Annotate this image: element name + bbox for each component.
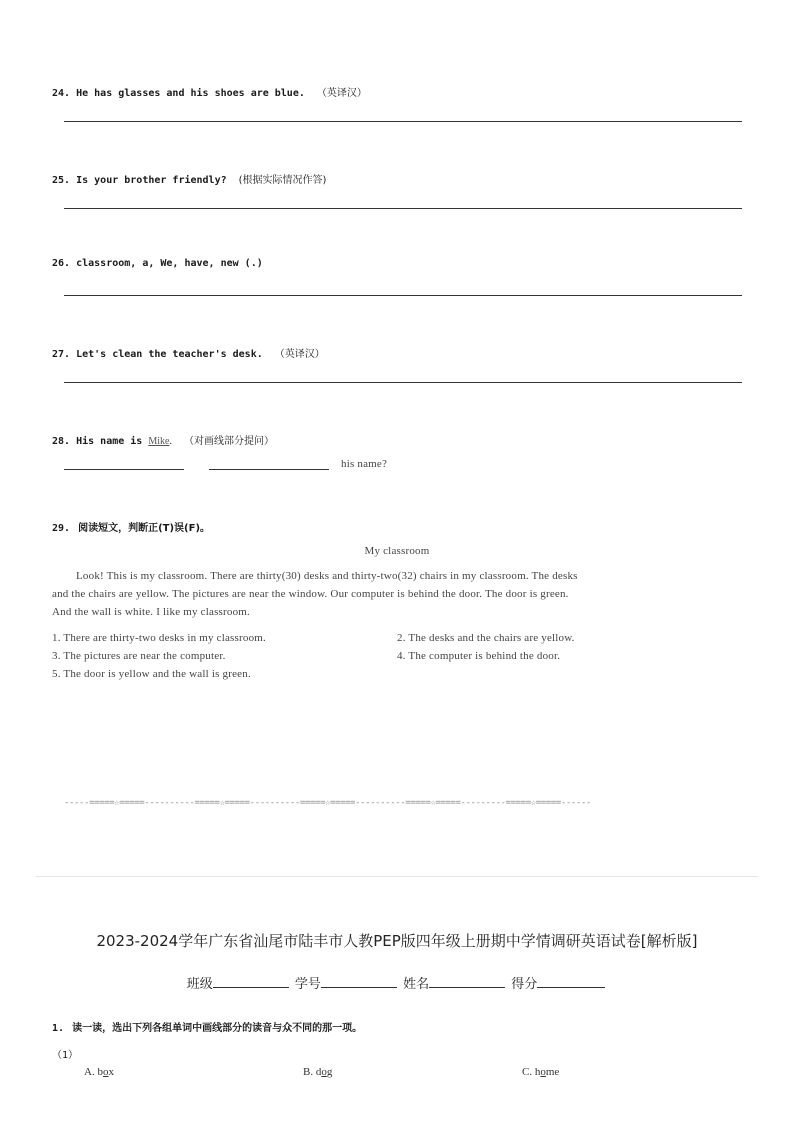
question-text-suffix: . [169, 436, 172, 447]
question-hint: (根据实际情况作答) [238, 175, 327, 186]
question-number: 29. [52, 523, 71, 534]
underlined-letter: o [540, 1066, 546, 1078]
name-field[interactable] [429, 975, 505, 988]
question-instruction: 阅读短文，判断正(T)误(F)。 [78, 523, 211, 534]
student-id-field[interactable] [321, 975, 397, 988]
question-number: 25. [52, 175, 71, 186]
statement: 5. The door is yellow and the wall is green. [52, 668, 251, 680]
passage-title: My classroom [364, 545, 430, 557]
answer-line[interactable] [64, 382, 742, 383]
statement: 3. The pictures are near the computer. [52, 650, 226, 662]
option-a[interactable] [84, 1066, 114, 1078]
question-text: He has glasses and his shoes are blue. [76, 88, 305, 99]
answer-line[interactable] [64, 295, 742, 296]
student-id-label: 学号 [294, 977, 321, 992]
option-letter: C. [522, 1066, 533, 1078]
question-27 [52, 345, 325, 360]
question-number: 26. [52, 258, 71, 269]
sub-question-number: （1） [52, 1050, 79, 1061]
underlined-letter: o [321, 1066, 327, 1078]
blank-1[interactable] [64, 469, 184, 470]
blank-2[interactable] [209, 469, 329, 470]
statement: 1. There are thirty-two desks in my classroom. [52, 632, 266, 644]
passage-line: Look! This is my classroom. There are thirty(30) desks and thirty-two(32) chairs in my classroom. The desks [76, 570, 578, 582]
question-number: 24. [52, 88, 71, 99]
option-c[interactable] [522, 1066, 559, 1078]
blank-tail-text: his name? [341, 458, 388, 470]
question-26 [52, 258, 263, 269]
question-text-prefix: His name is [76, 436, 149, 447]
option-letter: A. [84, 1066, 95, 1078]
class-field[interactable] [213, 975, 289, 988]
score-label: 得分 [511, 977, 538, 992]
question-instruction: 读一读，选出下列各组单词中画线部分的读音与众不同的那一项。 [72, 1023, 363, 1034]
score-field[interactable] [537, 975, 605, 988]
question-25 [52, 171, 326, 186]
question-number: 1. [52, 1023, 65, 1034]
underlined-word: Mike [148, 436, 170, 447]
underlined-letter: o [102, 1066, 109, 1078]
question-text: Is your brother friendly? [76, 175, 227, 186]
answer-line[interactable] [64, 208, 742, 209]
statement: 2. The desks and the chairs are yellow. [397, 632, 575, 644]
statement: 4. The computer is behind the door. [397, 650, 561, 662]
option-letter: B. [303, 1066, 314, 1078]
passage-line: and the chairs are yellow. The pictures are near the window. Our computer is behind the door. The door is green. [52, 588, 569, 600]
class-label: 班级 [186, 977, 213, 992]
page-break [36, 876, 758, 877]
question-number: 27. [52, 349, 71, 360]
question-24 [52, 84, 367, 99]
page-title: 2023-2024学年广东省汕尾市陆丰市人教PEP版四年级上册期中学情调研英语试卷[解析版] [96, 932, 698, 950]
name-label: 姓名 [403, 977, 430, 992]
question-hint: （英译汉） [274, 349, 325, 360]
question-29 [52, 519, 210, 534]
option-word: home [534, 1066, 560, 1078]
question-1 [52, 1019, 362, 1034]
decorative-divider: -----=====☆=====----------=====☆=====----------=====☆=====----------=====☆=====---------=====☆=====------ [64, 798, 591, 808]
question-hint: （英译汉） [316, 88, 367, 99]
option-word: box [97, 1066, 114, 1078]
student-info-row [0, 973, 794, 992]
question-text: Let's clean the teacher's desk. [76, 349, 263, 360]
question-28 [52, 432, 274, 447]
passage-line: And the wall is white. I like my classroom. [52, 606, 251, 618]
option-word: dog [315, 1066, 333, 1078]
question-text: classroom, a, We, have, new (.) [76, 258, 263, 269]
question-hint: （对画线部分提问） [183, 436, 274, 447]
answer-line[interactable] [64, 121, 742, 122]
question-number: 28. [52, 436, 71, 447]
option-b[interactable] [303, 1066, 332, 1078]
